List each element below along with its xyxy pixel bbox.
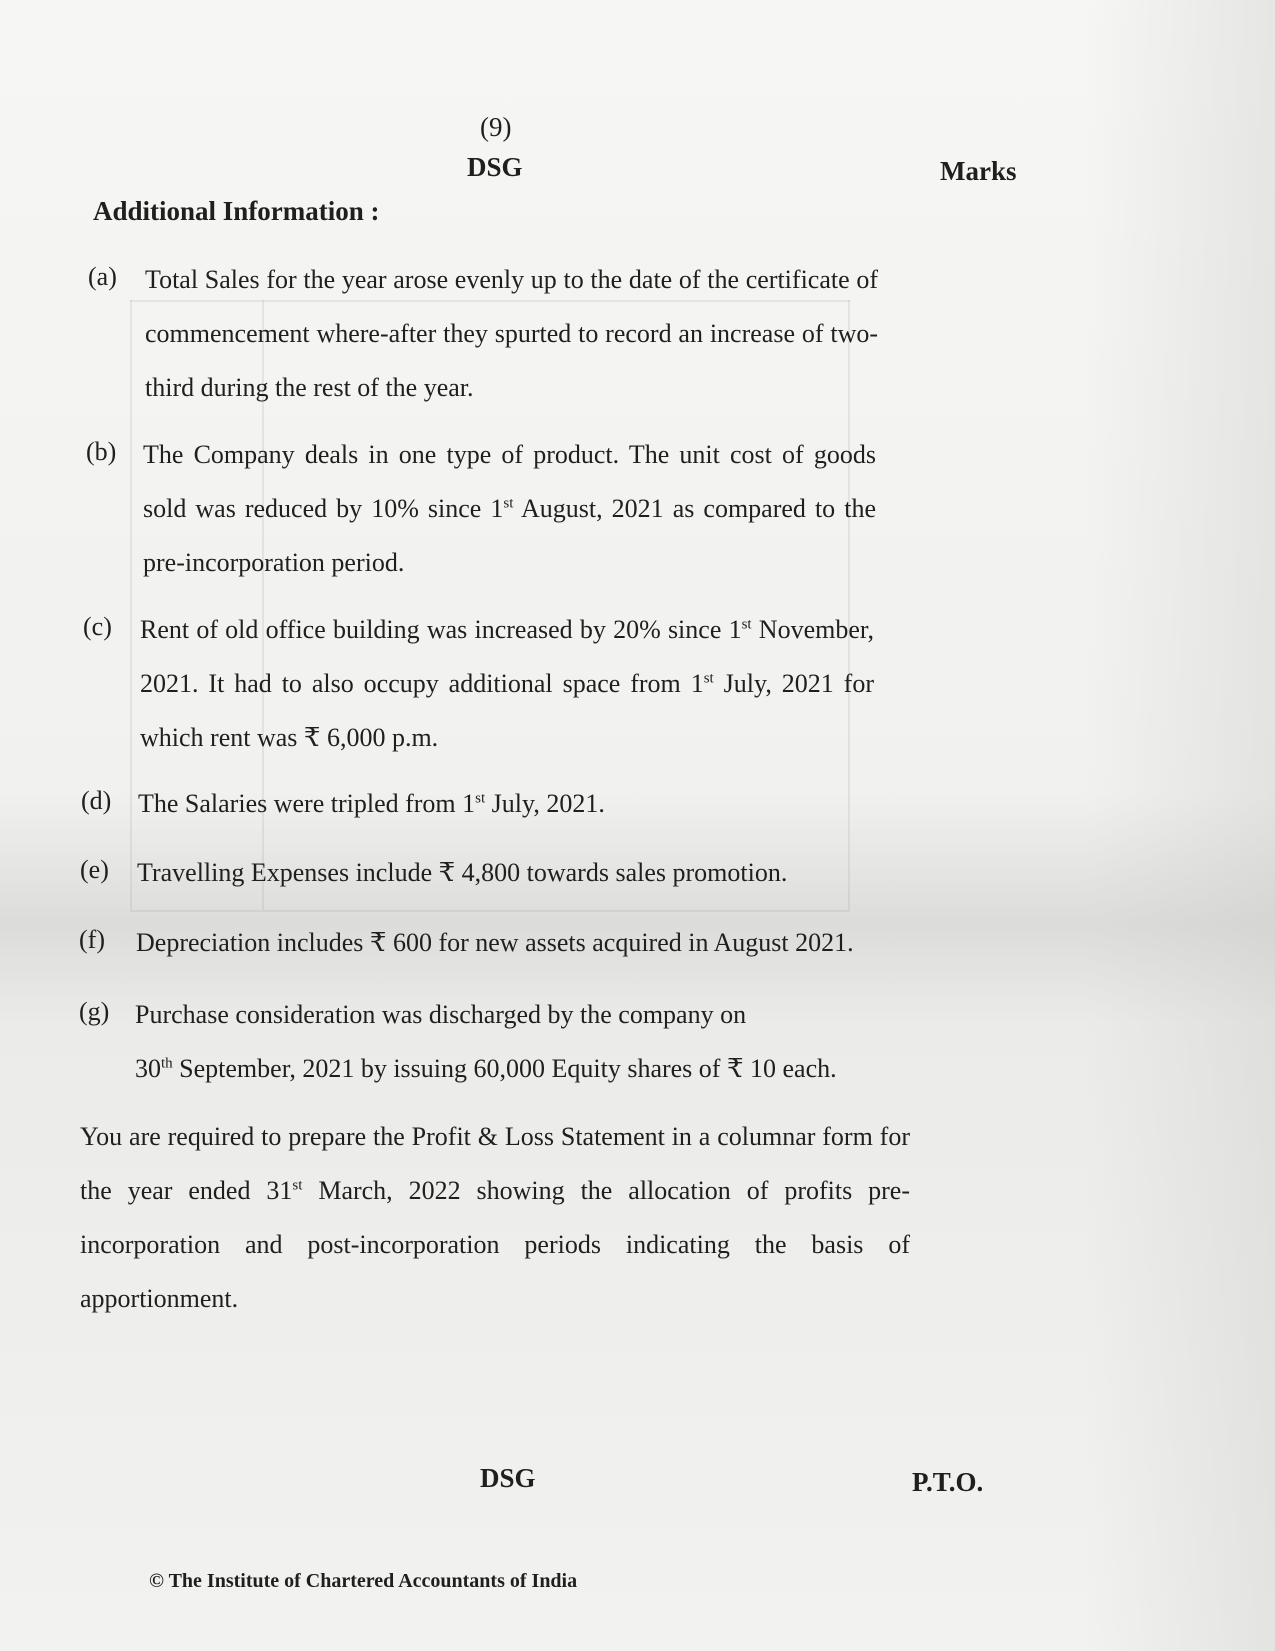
item-text-e: Travelling Expenses include ₹ 4,800 towards sales promotion. (137, 858, 788, 887)
instruction-paragraph: You are required to prepare the Profit & Loss Statement in a columnar form for the year ended 31st March, 2022 showing the allocation of profits pre-incorporation and post-incorporation periods indicating the basis of apportionment. (80, 1122, 910, 1313)
item-text-f: Depreciation includes ₹ 600 for new assets acquired in August 2021. (136, 928, 854, 957)
item-label-c: (c) (83, 612, 112, 641)
item-label-g: (g) (79, 997, 110, 1026)
paper-code-footer: DSG (480, 1463, 536, 1493)
item-text-a: Total Sales for the year arose evenly up to the date of the certificate of commencement where-after they spurted to record an increase of two-third during the rest of the year. (145, 265, 878, 402)
bleed-through-line (130, 910, 850, 912)
bleed-through-line (130, 300, 132, 910)
page-number: (9) (480, 112, 512, 142)
item-label-e: (e) (80, 855, 109, 884)
item-text-d: The Salaries were tripled from 1st July, 2021. (138, 789, 605, 818)
pto-label: P.T.O. (912, 1467, 984, 1497)
item-text-b: The Company deals in one type of product. The unit cost of goods sold was reduced by 10% since 1st August, 2021 as compared to the pre-incorporation period. (143, 440, 876, 577)
item-label-f: (f) (79, 925, 105, 954)
section-heading: Additional Information : (93, 196, 380, 226)
item-label-b: (b) (86, 437, 117, 466)
paper-code: DSG (467, 152, 523, 182)
page-shadow (1085, 0, 1275, 1651)
marks-column-heading: Marks (940, 156, 1017, 186)
item-label-d: (d) (81, 786, 112, 815)
item-label-a: (a) (88, 262, 117, 291)
copyright-notice: © The Institute of Chartered Accountants of India (149, 1570, 578, 1592)
item-text-c: Rent of old office building was increased by 20% since 1st November, 2021. It had to also occupy additional space from 1st July, 2021 for which rent was ₹ 6,000 p.m. (140, 615, 874, 752)
item-text-g: Purchase consideration was discharged by the company on 30th September, 2021 by issuing 60,000 Equity shares of ₹ 10 each. (135, 1000, 837, 1083)
